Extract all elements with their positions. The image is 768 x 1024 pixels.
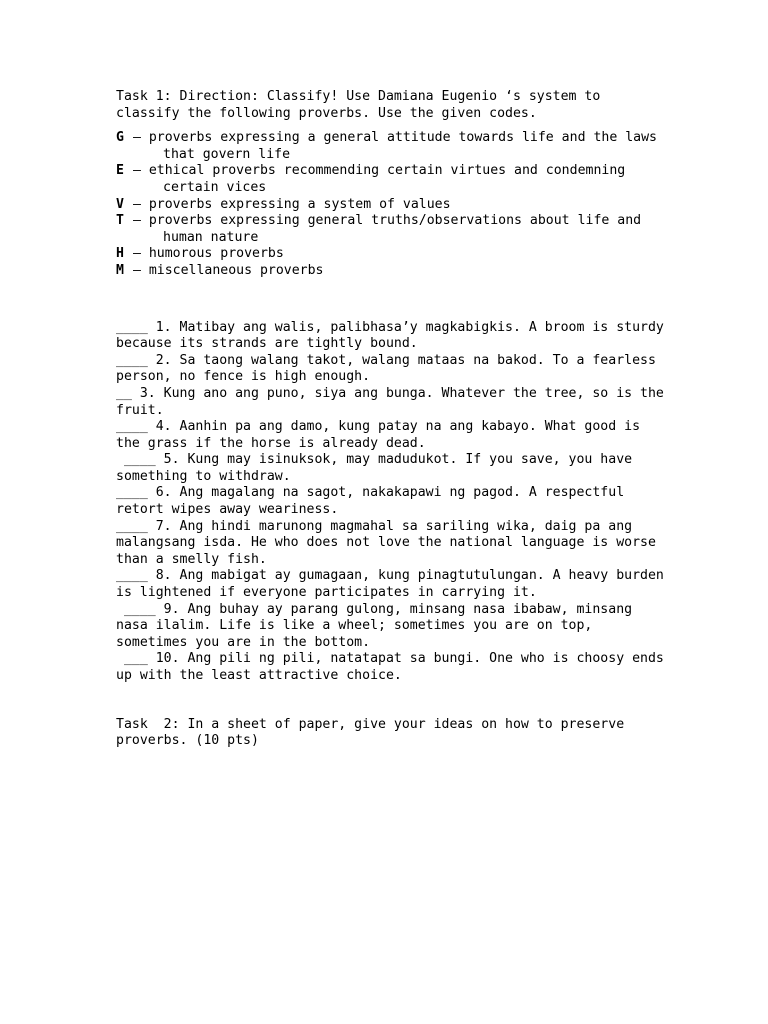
worksheet-page: [116, 89, 664, 750]
proverb-item-line: ____ 2. Sa taong walang takot, walang mataas na bakod. To a fearless: [116, 352, 656, 368]
code-dash: –: [125, 196, 149, 212]
code-description-continued: human nature: [163, 229, 259, 245]
proverb-item-line: ____ 1. Matibay ang walis, palibhasa’y magkabigkis. A broom is sturdy: [116, 319, 664, 335]
code-description-continued: certain vices: [163, 179, 267, 195]
code-letter: G: [116, 130, 124, 146]
code-letter: E: [116, 163, 124, 179]
code-description: proverbs expressing general truths/observations about life and: [148, 213, 642, 229]
code-entry-e: [116, 163, 656, 196]
proverb-item-line: ____ 8. Ang mabigat ay gumagaan, kung pinagtutulungan. A heavy burden: [116, 568, 664, 584]
proverb-item-line: ____ 7. Ang hindi marunong magmahal sa sariling wika, daig pa ang: [116, 518, 633, 534]
proverb-item-line: malangsang isda. He who does not love the national language is worse: [116, 535, 656, 551]
code-dash: –: [125, 262, 149, 278]
proverb-item-line: person, no fence is high enough.: [116, 369, 371, 385]
proverb-item-line: __ 3. Kung ano ang puno, siya ang bunga. Whatever the tree, so is the: [116, 385, 664, 401]
proverb-item-line: ___ 10. Ang pili ng pili, natatapat sa bungi. One who is choosy ends: [116, 651, 664, 667]
code-entry-g: [116, 130, 656, 163]
code-description: proverbs expressing a general attitude towards life and the laws: [148, 130, 657, 146]
proverb-item-line: sometimes you are in the bottom.: [116, 634, 371, 650]
task1-direction: [116, 89, 656, 122]
code-description: proverbs expressing a system of values: [148, 196, 451, 212]
code-letter: M: [116, 262, 124, 278]
code-dash: –: [125, 130, 149, 146]
code-description: humorous proverbs: [148, 246, 284, 262]
proverb-item-line: ____ 6. Ang magalang na sagot, nakakapawi ng pagod. A respectful: [116, 485, 625, 501]
task2-line: proverbs. (10 pts): [116, 733, 259, 749]
code-dash: –: [125, 246, 149, 262]
proverb-item-line: fruit.: [116, 402, 164, 418]
proverb-item-line: retort wipes away weariness.: [116, 502, 339, 518]
classification-codes: [116, 130, 656, 279]
task2-line: Task 2: In a sheet of paper, give your ideas on how to preserve: [116, 716, 625, 732]
code-entry-v: [116, 197, 656, 214]
proverb-item-line: ____ 5. Kung may isinuksok, may madudukot. If you save, you have: [116, 452, 633, 468]
task1-direction-line: Task 1: Direction: Classify! Use Damiana Eugenio ‘s system to: [116, 89, 601, 104]
proverb-item-line: ____ 9. Ang buhay ay parang gulong, minsang nasa ibabaw, minsang: [116, 601, 633, 617]
code-description: miscellaneous proverbs: [148, 262, 324, 278]
code-dash: –: [125, 163, 149, 179]
code-description-continued: that govern life: [163, 146, 291, 162]
proverb-item-line: ____ 4. Aanhin pa ang damo, kung patay na ang kabayo. What good is: [116, 419, 641, 435]
code-letter: H: [116, 246, 124, 262]
code-entry-t: [116, 213, 656, 246]
proverb-item-line: is lightened if everyone participates in carrying it.: [116, 585, 537, 601]
code-letter: V: [116, 196, 124, 212]
proverb-item-line: than a smelly fish.: [116, 551, 267, 567]
code-entry-h: [116, 246, 656, 263]
code-dash: –: [125, 213, 149, 229]
code-entry-m: [116, 263, 656, 280]
proverb-items: [116, 319, 664, 685]
code-description: ethical proverbs recommending certain virtues and condemning: [148, 163, 626, 179]
proverb-item-line: because its strands are tightly bound.: [116, 336, 418, 352]
task1-direction-line: classify the following proverbs. Use the given codes.: [116, 105, 537, 121]
proverb-item-line: something to withdraw.: [116, 468, 291, 484]
proverb-item-line: nasa ilalim. Life is like a wheel; sometimes you are on top,: [116, 618, 593, 634]
proverb-item-line: up with the least attractive choice.: [116, 668, 402, 683]
code-letter: T: [116, 213, 124, 229]
task2-instruction: [116, 717, 656, 750]
proverb-item-line: the grass if the horse is already dead.: [116, 435, 426, 451]
